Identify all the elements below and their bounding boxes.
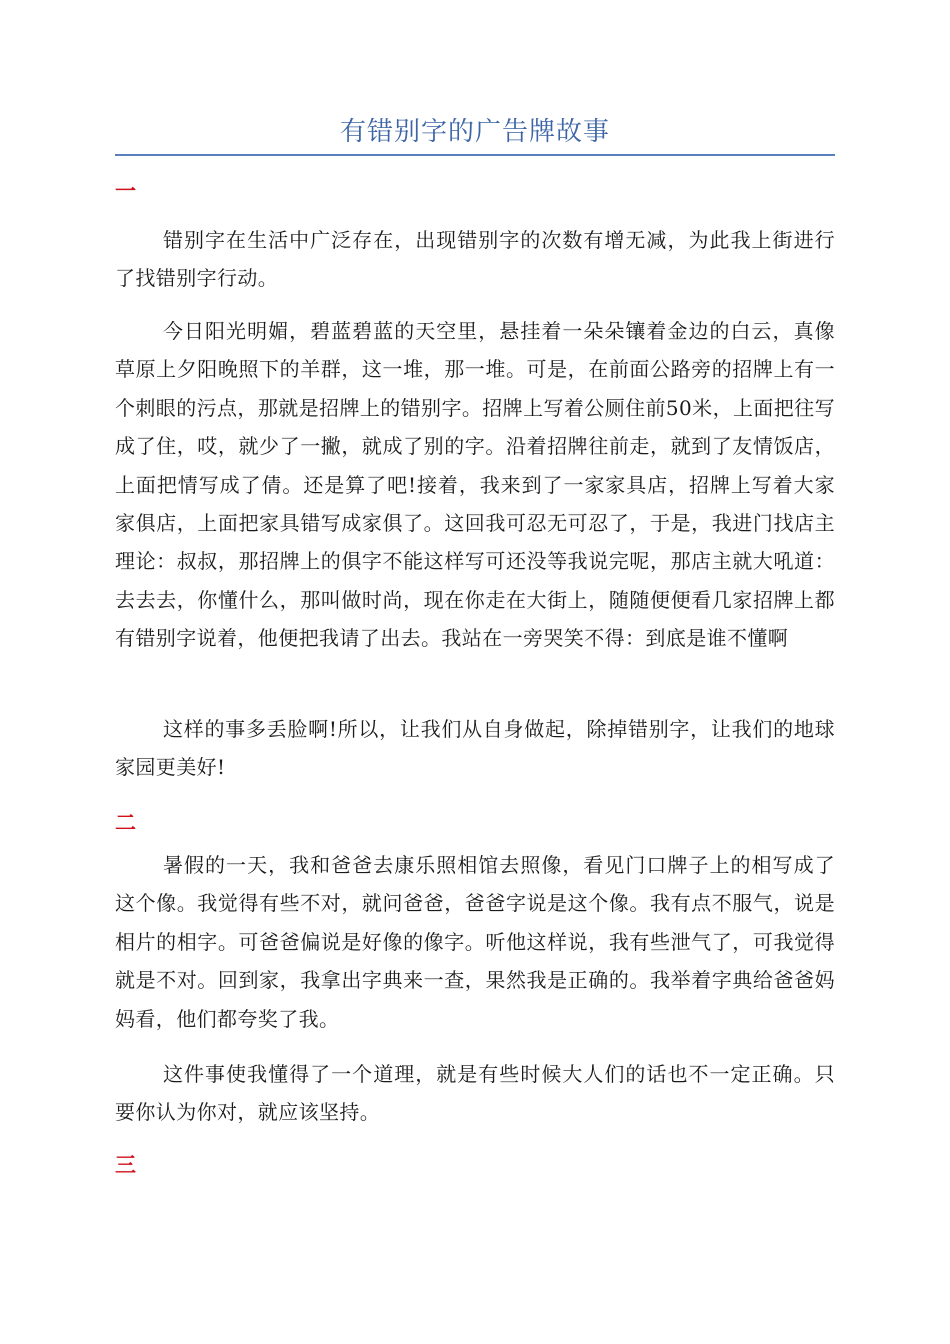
paragraph: 暑假的一天，我和爸爸去康乐照相馆去照像，看见门口牌子上的相写成了这个像。我觉得有些不对，就问爸爸，爸爸字说是这个像。我有点不服气，说是相片的相字。可爸爸偏说是好像的像字。听他这样说，我有些泄气了，可我觉得就是不对。回到家，我拿出字典来一查，果然我是正确的。我举着字典给爸爸妈妈看，他们都夸奖了我。 — [115, 853, 835, 1031]
section-heading-1: 一 — [115, 178, 136, 203]
paragraph: 今日阳光明媚，碧蓝碧蓝的天空里，悬挂着一朵朵镶着金边的白云，真像草原上夕阳晚照下的羊群，这一堆，那一堆。可是，在前面公路旁的招牌上有一个刺眼的污点，那就是招牌上的错别字。招牌上写着公厕住前50米，上面把往写成了住，哎，就少了一撇，就成了别的字。沿着招牌往前走，就到了友情饭店，上面把情写成了倩。还是算了吧!接着，我来到了一家家具店，招牌上写着大家家俱店，上面把家具错写成家俱了。这回我可忍无可忍了，于是，我进门找店主理论：叔叔，那招牌上的俱字不能这样写可还没等我说完呢，那店主就大吼道：去去去，你懂什么，那叫做时尚，现在你走在大街上，随随便便看几家招牌上都有错别字说着，他便把我请了出去。我站在一旁哭笑不得：到底是谁不懂啊 — [115, 319, 835, 651]
paragraph: 错别字在生活中广泛存在，出现错别字的次数有增无减，为此我上街进行了找错别字行动。 — [115, 228, 835, 291]
section-heading-3: 三 — [115, 1152, 136, 1177]
document-title: 有错别字的广告牌故事 — [339, 117, 610, 147]
section-heading-2: 二 — [115, 810, 136, 835]
paragraph: 这件事使我懂得了一个道理，就是有些时候大人们的话也不一定正确。只要你认为你对，就应该坚持。 — [115, 1062, 835, 1125]
title-underline — [115, 154, 835, 156]
paragraph: 这样的事多丢脸啊!所以，让我们从自身做起，除掉错别字，让我们的地球家园更美好! — [115, 717, 835, 780]
